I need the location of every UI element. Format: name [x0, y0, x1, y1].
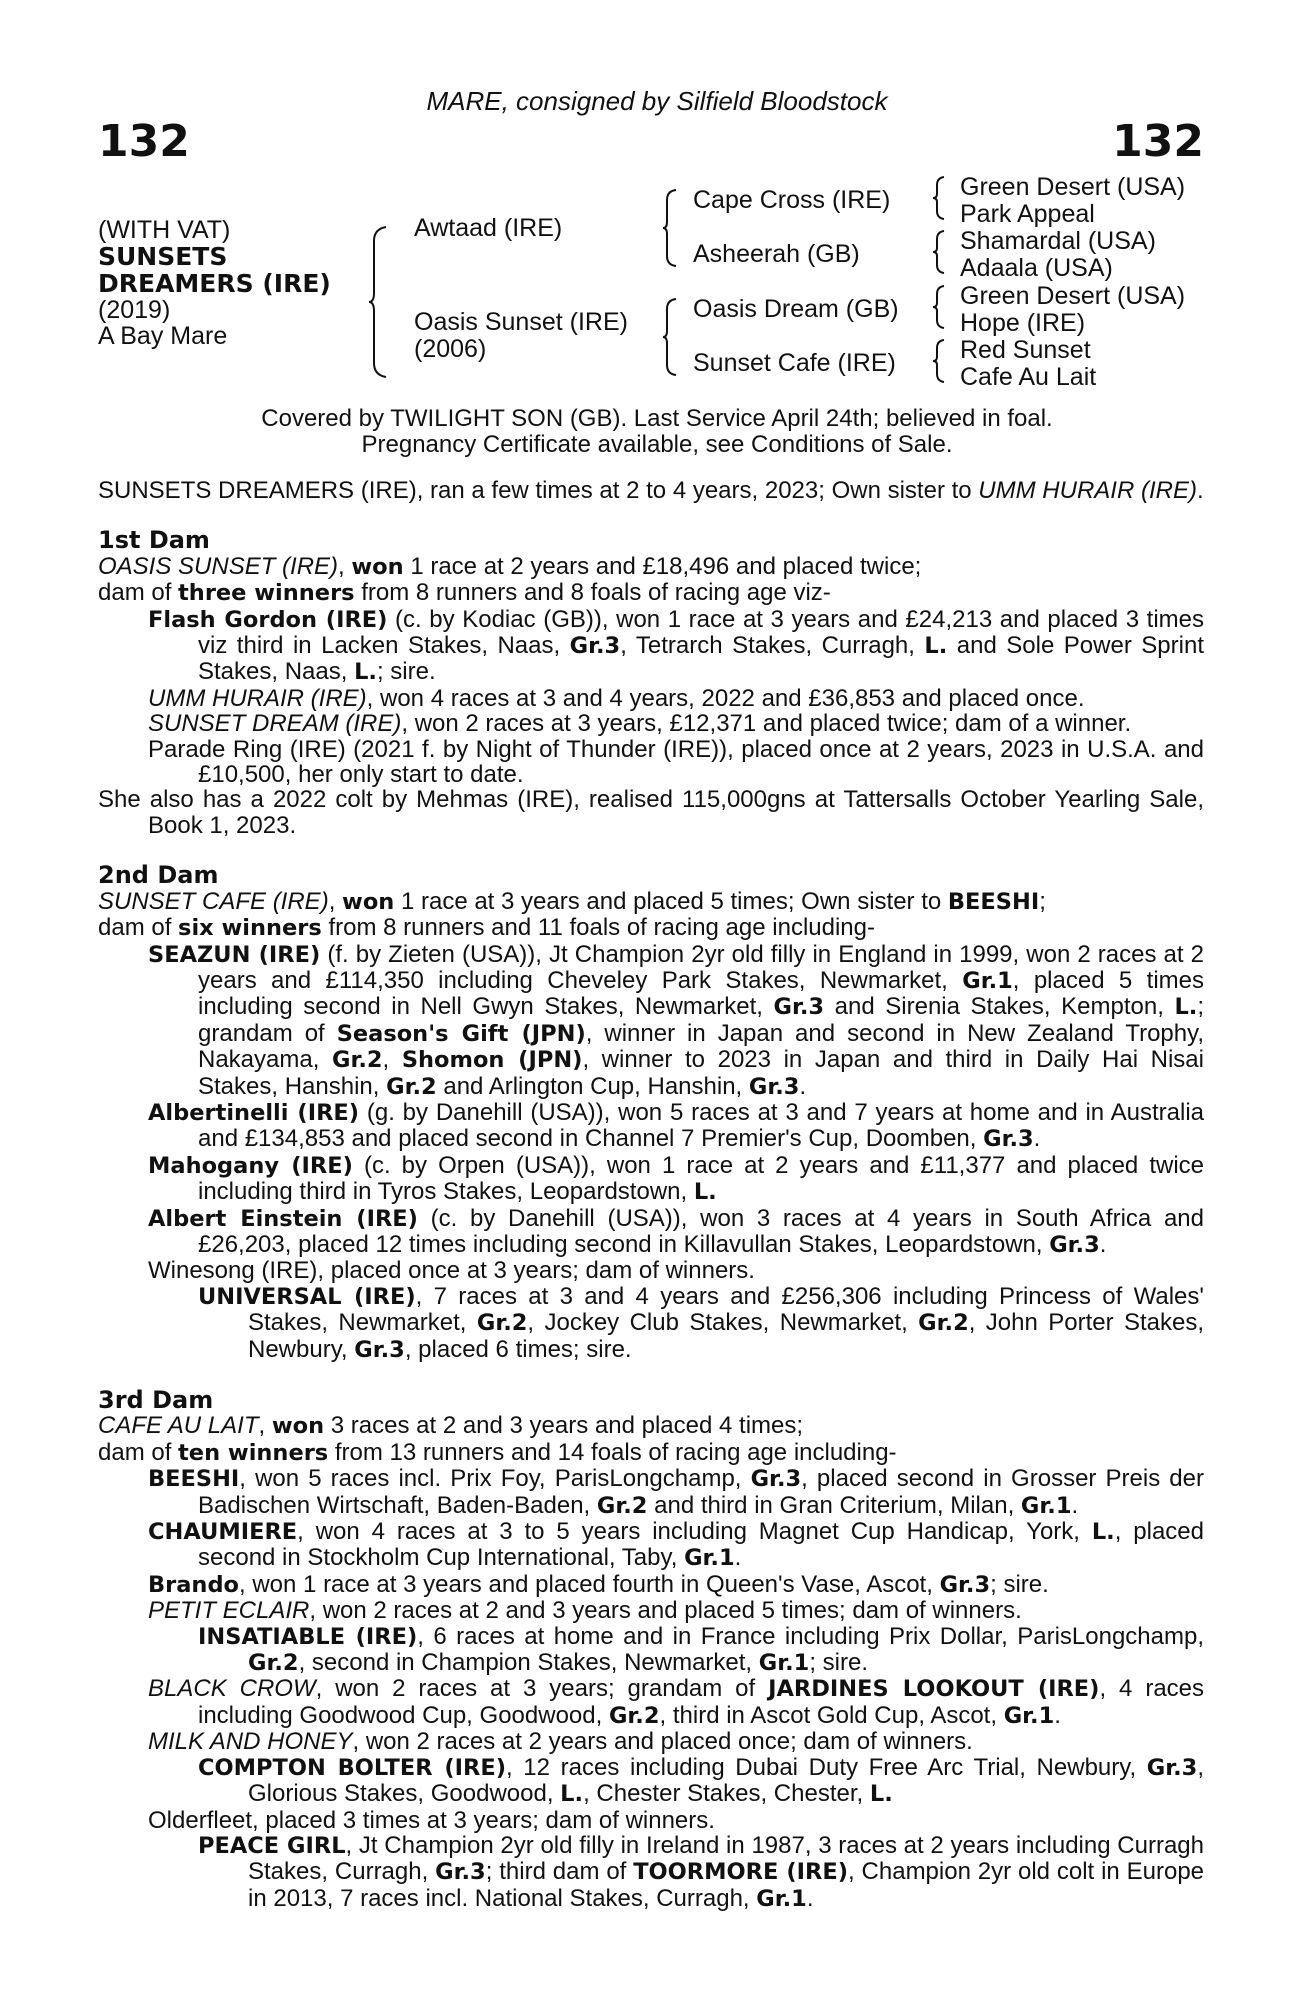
text-run: . [806, 1884, 814, 1912]
pedigree-g3-6: Hope (IRE) [960, 309, 1086, 337]
text-run: from 8 runners and 11 foals of racing age including- [321, 914, 875, 942]
bold-text: won [271, 1413, 325, 1440]
text-run: 3rd Dam [98, 1386, 214, 1414]
bold-text: Gr.3 [983, 1126, 1034, 1153]
bold-text: Gr.3 [773, 994, 825, 1021]
bold-text: INSATIABLE (IRE) [198, 1623, 418, 1650]
text-run: , won 2 races at 3 years; grandam of [315, 1675, 769, 1703]
pedigree-g2-1: Cape Cross (IRE) [693, 186, 891, 214]
text-run: 2nd Dam [98, 861, 219, 890]
bold-text: BEESHI [148, 1466, 240, 1493]
text-run: Olderfleet, placed 3 times at 3 years; dam of winners. [148, 1806, 715, 1834]
bold-text: Gr.1 [1020, 1492, 1072, 1519]
text-run: 1st Dam [98, 526, 210, 555]
text-run: , Jockey Club Stakes, Newmarket, [527, 1309, 919, 1337]
catalogue-paragraph [98, 478, 1204, 503]
bold-text: Gr.2 [331, 1047, 383, 1074]
text-run: , placed 6 times; sire. [404, 1335, 632, 1363]
text-run: , Chester Stakes, Chester, [583, 1780, 870, 1808]
bold-text: Gr.1 [756, 1885, 807, 1912]
bold-text: TOORMORE (IRE) [633, 1859, 849, 1886]
text-run: . [799, 1072, 807, 1100]
bold-text: CHAUMIERE [148, 1519, 298, 1546]
catalogue-paragraph [98, 1676, 1204, 1729]
text-run: . [1196, 477, 1204, 504]
text-run: , 6 races at home and in France including Prix Dollar, ParisLongchamp, [417, 1622, 1205, 1650]
bold-text: won [351, 553, 404, 580]
covering-note: Covered by TWILIGHT SON (GB). Last Service April 24th; believed in foal. [261, 405, 1053, 432]
bold-text: six winners [178, 915, 322, 942]
bold-text: three winners [178, 580, 355, 607]
certificate-note: Pregnancy Certificate available, see Conditions of Sale. [361, 431, 953, 458]
italic-text: SUNSET CAFE (IRE) [98, 887, 329, 915]
bold-text: L. [869, 1781, 893, 1808]
bold-text: COMPTON BOLTER (IRE) [198, 1754, 506, 1781]
text-run: and Sole Power Sprint Stakes, Naas, [198, 632, 1204, 686]
text-run: She also has a 2022 colt by Mehmas (IRE), realised 115,000gns at Tattersalls October Yearling Sale, Book 1, 2023. [98, 786, 1204, 839]
catalogue-paragraph [98, 1440, 1204, 1466]
bold-text: Albert Einstein (IRE) [148, 1205, 418, 1232]
bold-text: Gr.3 [939, 1571, 991, 1598]
catalogue-paragraph [98, 711, 1204, 736]
text-run: , won 4 races at 3 and 4 years, 2022 and £36,853 and placed once. [366, 684, 1085, 712]
catalogue-paragraph [98, 607, 1204, 686]
bold-text: Gr.1 [684, 1545, 735, 1572]
catalogue-paragraph [98, 915, 1204, 941]
text-run: , placed 5 times including second in Nell Gwyn Stakes, Newmarket, [198, 966, 1204, 1021]
text-run: , John Porter Stakes, Newbury, [248, 1309, 1205, 1363]
text-run: , Champion 2yr old colt in Europe in 2013, 7 races incl. National Stakes, Curragh, [248, 1858, 1205, 1912]
catalogue-paragraph [98, 1729, 1204, 1754]
text-run: (g. by Danehill (USA)), won 5 races at 3 and 7 years at home and in Australia and £134,853 and placed second in Channel 7 Premier's Cup, Doomben, [198, 1098, 1204, 1153]
bold-text: Gr.1 [1003, 1702, 1055, 1729]
text-run: , 7 races at 3 and 4 years and £256,306 including Princess of Wales' Stakes, Newmarket, [248, 1282, 1204, 1337]
bold-text: Gr.2 [596, 1492, 648, 1519]
bold-text: won [342, 888, 395, 915]
italic-text: SUNSET DREAM (IRE) [148, 710, 402, 738]
section-heading [98, 863, 1204, 888]
bold-text: Gr.3 [435, 1859, 486, 1886]
section-heading [98, 1388, 1204, 1413]
text-run: . [1054, 1701, 1061, 1729]
text-run: dam of [98, 579, 179, 607]
text-run: , Tetrarch Stakes, Curragh, [620, 632, 925, 660]
text-run: , won 2 races at 2 years and placed once; dam of winners. [352, 1728, 973, 1756]
bold-text: Shomon (JPN) [401, 1047, 583, 1074]
pedigree-brace [662, 297, 682, 377]
text-run: SUNSETS DREAMERS (IRE), ran a few times at 2 to 4 years, 2023; Own sister to [98, 477, 979, 504]
catalogue-paragraph [98, 1153, 1204, 1206]
bold-text: Gr.2 [608, 1702, 660, 1729]
pedigree-brace [932, 284, 950, 330]
bold-text: PEACE GIRL [198, 1832, 346, 1859]
text-run: , Jt Champion 2yr old filly in Ireland in 1987, 3 races at 2 years including Curragh Stakes, Curragh, [248, 1831, 1205, 1886]
pedigree-g3-8: Cafe Au Lait [960, 363, 1097, 391]
catalogue-body [98, 478, 1204, 1912]
catalogue-paragraph [98, 686, 1204, 711]
pedigree-g3-7: Red Sunset [960, 336, 1091, 364]
catalogue-paragraph [98, 580, 1204, 606]
catalogue-paragraph [98, 1598, 1204, 1623]
pedigree-g3-5: Green Desert (USA) [960, 282, 1186, 310]
text-run: 1 race at 3 years and placed 5 times; Own sister to [394, 887, 948, 915]
text-run: , [258, 1412, 272, 1440]
text-run: , won 2 races at 2 and 3 years and placed 5 times; dam of winners. [309, 1597, 1022, 1625]
text-run: , [382, 1046, 402, 1074]
consignment-line: MARE, consigned by Silfield Bloodstock [426, 86, 888, 116]
text-run: from 13 runners and 14 foals of racing age including- [328, 1438, 897, 1466]
text-run: , won 2 races at 3 years, £12,371 and placed twice; dam of a winner. [401, 710, 1132, 738]
catalogue-paragraph [98, 889, 1204, 915]
pedigree-g2-2: Asheerah (GB) [693, 240, 860, 268]
pedigree-g3-1: Green Desert (USA) [960, 173, 1186, 201]
text-run: ; third dam of [485, 1858, 634, 1886]
text-run: , [338, 552, 352, 580]
text-run: , Glorious Stakes, Goodwood, [248, 1753, 1205, 1808]
bold-text: Flash Gordon (IRE) [148, 606, 388, 633]
bold-text: BEESHI [947, 888, 1040, 915]
italic-text: OASIS SUNSET (IRE) [98, 552, 339, 580]
bold-text: Gr.1 [962, 967, 1013, 994]
bold-text: Gr.3 [354, 1336, 405, 1363]
bold-text: Season's Gift (JPN) [336, 1020, 586, 1047]
text-run: , third in Ascot Gold Cup, Ascot, [659, 1701, 1004, 1729]
catalogue-paragraph [98, 1100, 1204, 1153]
bold-text: Gr.2 [386, 1073, 437, 1100]
horse-name-line2: DREAMERS (IRE) [98, 269, 331, 298]
bold-text: Mahogany (IRE) [148, 1152, 353, 1179]
text-run: Parade Ring (IRE) (2021 f. by Night of Thunder (IRE)), placed once at 2 years, 2023 in U.S.A. and £10,500, her only start to date. [148, 735, 1204, 789]
italic-text: BLACK CROW [148, 1675, 316, 1703]
text-run: . [1071, 1491, 1079, 1519]
pedigree-brace [368, 225, 392, 379]
bold-text: L. [354, 659, 377, 686]
text-run: ; [1039, 887, 1046, 915]
pedigree-g2-3: Oasis Dream (GB) [693, 295, 899, 323]
catalogue-paragraph [98, 1572, 1204, 1598]
catalogue-paragraph [98, 787, 1204, 838]
pedigree-dam: Oasis Sunset (IRE) [414, 308, 628, 336]
bold-text: L. [1174, 994, 1198, 1021]
bold-text: L. [1091, 1519, 1115, 1546]
text-run: from 8 runners and 8 foals of racing age viz- [354, 579, 831, 607]
text-run: ; grandam of [198, 993, 1204, 1047]
text-run: and third in Gran Criterium, Milan, [647, 1491, 1021, 1519]
bold-text: Gr.2 [476, 1310, 528, 1337]
catalogue-paragraph [98, 1258, 1204, 1283]
pedigree-g3-4: Adaala (USA) [960, 254, 1113, 282]
text-run: dam of [98, 914, 179, 942]
text-run: and Arlington Cup, Hanshin, [436, 1072, 749, 1100]
bold-text: UNIVERSAL (IRE) [198, 1283, 416, 1310]
pedigree-g3-2: Park Appeal [960, 200, 1095, 228]
pedigree-brace [932, 175, 950, 221]
bold-text: Gr.3 [748, 1073, 800, 1100]
text-run: . [734, 1544, 742, 1572]
text-run: , 4 races including Goodwood Cup, Goodwood, [198, 1675, 1205, 1729]
text-run: Winesong (IRE), placed once at 3 years; dam of winners. [148, 1257, 755, 1285]
italic-text: MILK AND HONEY [148, 1728, 353, 1756]
text-run: , won 4 races at 3 to 5 years including Magnet Cup Handicap, York, [297, 1518, 1092, 1546]
italic-text: UMM HURAIR (IRE) [978, 477, 1197, 504]
text-run: , 12 races including Dubai Duty Free Arc Trial, Newbury, [506, 1753, 1147, 1781]
horse-year: (2019) [98, 296, 171, 324]
vat-label: (WITH VAT) [98, 216, 231, 244]
bold-text: L. [560, 1781, 584, 1808]
text-run: , won 1 race at 3 years and placed fourth in Queen's Vase, Ascot, [239, 1570, 940, 1598]
bold-text: Gr.3 [1049, 1231, 1100, 1258]
catalogue-paragraph [98, 554, 1204, 580]
bold-text: Gr.3 [569, 633, 621, 660]
bold-text: Gr.3 [1146, 1754, 1198, 1781]
lot-number-left: 132 [98, 116, 190, 167]
pedigree-brace [932, 229, 950, 275]
italic-text: PETIT ECLAIR [148, 1597, 310, 1625]
text-run: ; sire. [990, 1570, 1049, 1598]
text-run: . [1033, 1125, 1041, 1153]
text-run: (c. by Danehill (USA)), won 3 races at 4 years in South Africa and £26,203, placed 12 times including second in Killavullan Stakes, Leopardstown, [198, 1204, 1204, 1258]
catalogue-paragraph [98, 1413, 1204, 1439]
text-run: (f. by Zieten (USA)), Jt Champion 2yr old filly in England in 1999, won 2 races at 2 years and £114,350 including Cheveley Park Stakes, Newmarket, [198, 940, 1204, 994]
bold-text: ten winners [178, 1439, 329, 1466]
bold-text: Gr.2 [248, 1650, 299, 1677]
catalogue-paragraph [98, 1284, 1204, 1363]
catalogue-paragraph [98, 1755, 1204, 1808]
text-run: ; sire. [809, 1649, 869, 1677]
text-run: 3 races at 2 and 3 years and placed 4 times; [324, 1412, 804, 1440]
text-run: , placed second in Grosser Preis der Badischen Wirtschaft, Baden-Baden, [198, 1465, 1204, 1519]
text-run: and Sirenia Stakes, Kempton, [824, 993, 1175, 1021]
text-run: (c. by Orpen (USA)), won 1 race at 2 years and £11,377 and placed twice including third in Tyros Stakes, Leopardstown, [198, 1151, 1205, 1206]
bold-text: Brando [148, 1571, 240, 1598]
text-run: ; sire. [376, 658, 436, 686]
pedigree-g3-3: Shamardal (USA) [960, 227, 1156, 255]
italic-text: CAFE AU LAIT [98, 1412, 259, 1440]
bold-text: Albertinelli (IRE) [148, 1099, 360, 1126]
text-run: , won 5 races incl. Prix Foy, ParisLongchamp, [239, 1465, 751, 1493]
text-run: . [1099, 1230, 1107, 1258]
catalogue-paragraph [98, 1466, 1204, 1519]
bold-text: SEAZUN (IRE) [148, 941, 321, 968]
horse-description: A Bay Mare [98, 322, 228, 350]
catalogue-paragraph [98, 1808, 1204, 1833]
pedigree-brace [932, 338, 950, 384]
pedigree-dam-year: (2006) [414, 335, 487, 363]
section-heading [98, 528, 1204, 553]
catalogue-paragraph [98, 1624, 1204, 1677]
catalogue-paragraph [98, 737, 1204, 788]
bold-text: L. [924, 633, 948, 660]
text-run: , winner in Japan and second in New Zealand Trophy, Nakayama, [198, 1019, 1205, 1074]
text-run: (c. by Kodiac (GB)), won 1 race at 3 years and £24,213 and placed 3 times viz third in Lacken Stakes, Naas, [198, 605, 1204, 660]
text-run: , winner to 2023 in Japan and third in Daily Hai Nisai Stakes, Hanshin, [198, 1046, 1204, 1100]
catalogue-paragraph [98, 1833, 1204, 1912]
bold-text: Gr.3 [750, 1466, 802, 1493]
text-run: , second in Champion Stakes, Newmarket, [298, 1649, 759, 1677]
lot-number-right: 132 [1112, 116, 1204, 167]
horse-name-line1: SUNSETS [98, 242, 228, 271]
text-run: , placed second in Stockholm Cup International, Taby, [198, 1518, 1205, 1572]
bold-text: Gr.1 [758, 1650, 810, 1677]
bold-text: JARDINES LOOKOUT (IRE) [768, 1676, 1100, 1703]
catalogue-paragraph [98, 942, 1204, 1100]
catalogue-paragraph [98, 1519, 1204, 1572]
pedigree-sire: Awtaad (IRE) [414, 214, 563, 242]
bold-text: L. [693, 1179, 717, 1206]
catalogue-paragraph [98, 1206, 1204, 1259]
text-run: , [328, 887, 343, 915]
text-run: dam of [98, 1438, 179, 1466]
text-run: 1 race at 2 years and £18,496 and placed twice; [403, 552, 922, 580]
pedigree-g2-4: Sunset Cafe (IRE) [693, 349, 896, 377]
bold-text: Gr.2 [918, 1310, 969, 1337]
pedigree-brace [662, 188, 682, 268]
italic-text: UMM HURAIR (IRE) [148, 684, 367, 712]
